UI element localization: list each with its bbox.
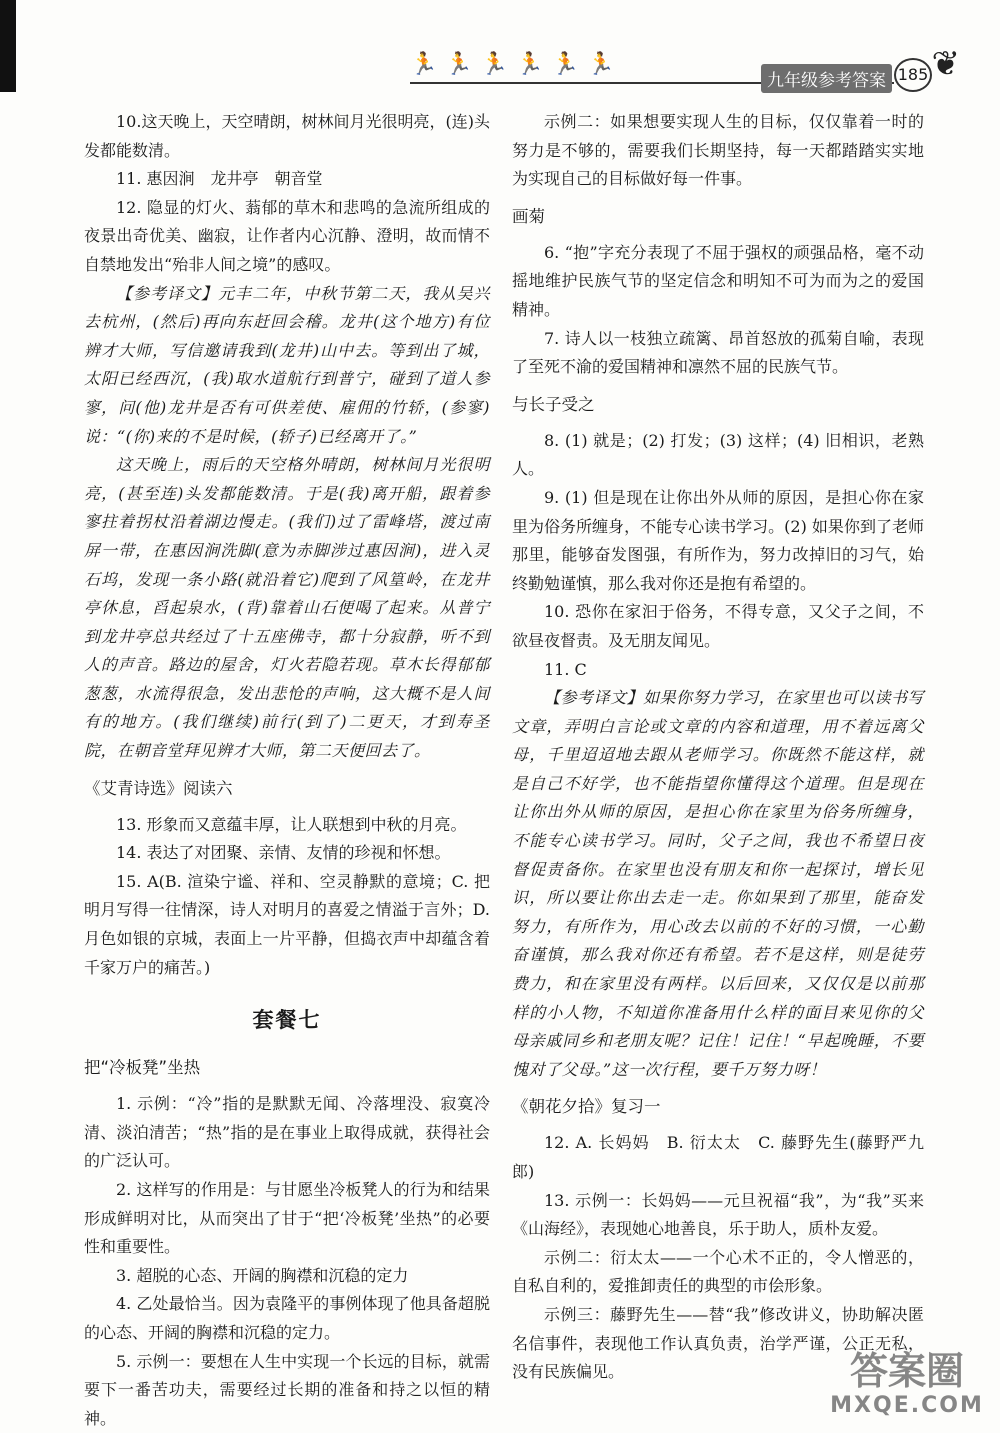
leaf-decoration-icon: ❦: [931, 44, 960, 84]
answer-paragraph: 4. 乙处最恰当。因为袁隆平的事例体现了他具备超脱的心态、开阔的胸襟和沉稳的定力。: [84, 1294, 490, 1342]
answer-paragraph: 10.这天晚上，天空晴朗，树林间月光很明亮，(连)头发都能数清。: [84, 112, 490, 160]
answer-paragraph: 15. A(B. 渲染宁谧、祥和、空灵静默的意境；C. 把明月写得一往情深，诗人对明月的喜爱之情溢于言外；D. 月色如银的京城，表面上一片平静，但捣衣声中却蕴含着千家万户的痛苦。): [84, 871, 490, 977]
left-column: [84, 108, 490, 1433]
answer-paragraph: 3. 超脱的心态、开阔的胸襟和沉稳的定力: [116, 1265, 409, 1285]
reference-translation: 【参考译文】如果你努力学习，在家里也可以读书写文章，弄明白言论或文章的内容和道理，用不着远离父母，千里迢迢地去跟从老师学习。你既然不能这样，就是自己不好学，也不能指望你懂得这个道理。但是现在让你出外从师的原因，是担心你在家里为俗务所缠身，不能专心读书学习。同时，父子之间，我也不希望日夜督促责备你。在家里也没有朋友和你一起探讨，增长见识，所以要让你出去走一走。你如果到了那里，能奋发努力，有所作为，用心改去以前的不好的习惯，一心勤奋谨慎，那么我对你还有希望。若不是这样，则是徒劳费力，和在家里没有两样。以后回来，又仅仅是以前那样的小人物，不知道你准备用什么样的面目来见你的父母亲戚同乡和老朋友呢？记住！记住！“早起晚睡，不要愧对了父母。”这一次行程，要千万努力呀！: [512, 688, 924, 1079]
answer-paragraph: 示例二：如果想要实现人生的目标，仅仅靠着一时的努力是不够的，需要我们长期坚持，每一天都踏踏实实地为实现自己的目标做好每一件事。: [512, 112, 924, 189]
answer-paragraph: 6. “抱”字充分表现了不屈于强权的顽强品格，毫不动摇地维护民族气节的坚定信念和明知不可为而为之的爱国精神。: [512, 242, 924, 319]
answer-paragraph: 9. (1) 但是现在让你出外从师的原因，是担心你在家里为俗务所缠身，不能专心读书学习。(2) 如果你到了老师那里，能够奋发图强，有所作为，努力改掉旧的习气，始终勤勉谨慎，那么我对你还是抱有希望的。: [512, 487, 924, 593]
answer-paragraph: 2. 这样写的作用是：与甘愿坐冷板凳人的行为和结果形成鲜明对比，从而突出了甘于“把‘冷板凳’坐热”的必要性和重要性。: [84, 1180, 490, 1257]
reference-translation: 【参考译文】元丰二年，中秋节第二天，我从吴兴去杭州，(然后)再向东赶回会稽。龙井(这个地方)有位辨才大师，写信邀请我到(龙井)山中去。等到出了城，太阳已经西沉，(我)取水道航行到普宁，碰到了道人参寥，问(他)龙井是否有可供差使、雇佣的竹轿，(参寥)说：“(你)来的不是时候，(轿子)已经离开了。”: [84, 283, 490, 446]
answer-paragraph: 11. 惠因涧 龙井亭 朝音堂: [116, 169, 323, 189]
answer-paragraph: 示例三：藤野先生——替“我”修改讲义，协助解决匿名信事件，表现他工作认真负责，治学严谨，公正无私，没有民族偏见。: [512, 1304, 924, 1382]
watermark-logo: [822, 1349, 992, 1418]
reference-translation: 这天晚上，雨后的天空格外晴朗，树林间月光很明亮，(甚至连)头发都能数清。于是(我)离开船，跟着参寥拄着拐杖沿着湖边慢走。(我们)过了雷峰塔，渡过南屏一带，在惠因涧洗脚(意为赤脚涉过惠因涧)，进入灵石坞，发现一条小路(就沿着它)爬到了风篁岭，在龙井亭休息，舀起泉水，(背)靠着山石便喝了起来。从普宁到龙井亭总共经过了十五座佛寺，都十分寂静，听不到人的声音。路边的屋舍，灯火若隐若现。草木长得郁郁葱葱，水流得很急，发出悲怆的声响，这大概不是人间有的地方。(我们继续)前行(到了)二更天，才到寿圣院，在朝音堂拜见辨才大师，第二天便回去了。: [84, 455, 490, 761]
answer-paragraph: 1. 示例：“冷”指的是默默无闻、冷落埋没、寂寞冷清、淡泊清苦；“热”指的是在事业上取得成就，获得社会的广泛认可。: [84, 1094, 490, 1171]
answer-paragraph: 5. 示例一：要想在人生中实现一个长远的目标，就需要下一番苦功夫，需要经过长期的准备和持之以恒的精神。: [84, 1351, 490, 1428]
header-label: 九年级参考答案: [761, 64, 892, 93]
answer-paragraph: 11. C: [544, 659, 587, 679]
page-number: 185: [894, 58, 932, 92]
section-heading: 把“冷板凳”坐热: [84, 1058, 201, 1078]
answer-paragraph: 10. 恐你在家汩于俗务，不得专意，又父子之间，不欲昼夜督责。及无朋友闻见。: [512, 602, 924, 650]
answer-paragraph: 14. 表达了对团聚、亲情、友情的珍视和怀想。: [116, 843, 451, 863]
answer-paragraph: 7. 诗人以一枝独立疏篱、昂首怒放的孤菊自喻，表现了至死不渝的爱国精神和凛然不屈的民族气节。: [512, 328, 924, 377]
answer-paragraph: 13. 形象而又意蕴丰厚，让人联想到中秋的月亮。: [116, 814, 467, 834]
section-heading: 《朝花夕拾》复习一: [512, 1097, 661, 1117]
chapter-heading: 套餐七: [252, 1008, 322, 1033]
answer-paragraph: 12. A. 长妈妈 B. 衍太太 C. 藤野先生(藤野严九郎): [512, 1133, 924, 1181]
section-heading: 画菊: [512, 206, 545, 226]
runners-icon: 🏃🏃🏃🏃🏃🏃: [410, 52, 623, 77]
watermark-url: MXQE.COM: [830, 1393, 984, 1418]
page-edge-shadow: [0, 0, 16, 92]
watermark-logo-text: 答案圈: [849, 1349, 964, 1393]
answer-paragraph: 8. (1) 就是；(2) 打发；(3) 这样；(4) 旧相识，老熟人。: [512, 430, 924, 479]
answer-paragraph: 示例二：衍太太——一个心术不正的，令人憎恶的，自私自利的，爱推卸责任的典型的市侩形象。: [512, 1247, 924, 1296]
section-heading: 《艾青诗选》阅读六: [84, 778, 233, 798]
section-heading: 与长子受之: [512, 394, 595, 414]
right-column: [512, 108, 924, 1387]
page-header: [400, 44, 960, 92]
answer-paragraph: 12. 隐显的灯火、蓊郁的草木和悲鸣的急流所组成的夜景出奇优美、幽寂，让作者内心沉静、澄明，故而情不自禁地发出“殆非人间之境”的感叹。: [84, 197, 490, 274]
answer-paragraph: 13. 示例一：长妈妈——元旦祝福“我”，为“我”买来《山海经》，表现她心地善良，乐于助人，质朴友爱。: [512, 1190, 924, 1239]
